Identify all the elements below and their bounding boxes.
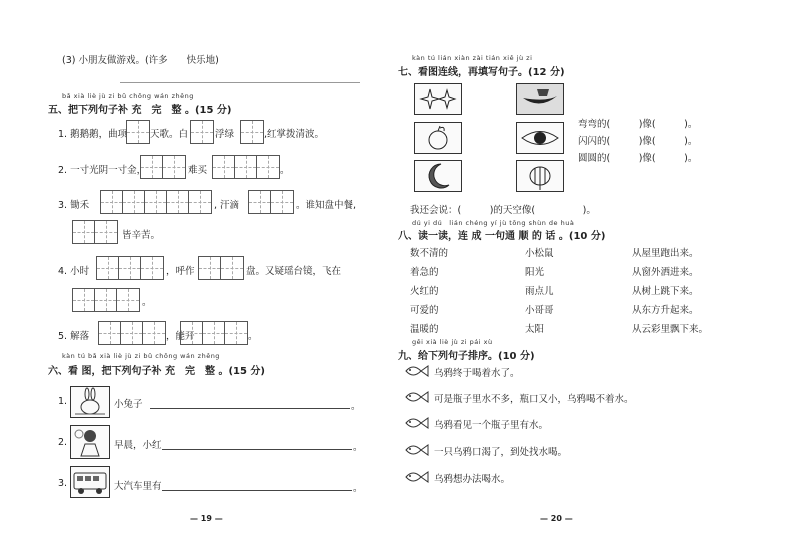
q3-blank-1[interactable] — [100, 190, 212, 214]
q2-part-c: 。 — [280, 165, 290, 176]
fish-answer-box-3[interactable] — [404, 415, 430, 431]
lantern-picture[interactable] — [516, 160, 564, 192]
sec8-col2-5[interactable]: 太阳 — [525, 324, 545, 335]
sec6-item-1-num: 1. — [58, 396, 68, 407]
girl-picture — [70, 425, 110, 459]
q1-part-a: 1. 鹅鹅鹅，曲项 — [58, 129, 128, 140]
sec8-pinyin: dú yi dú lián chéng yí jù tōng shùn de huà — [412, 219, 575, 227]
sec8-col2-1[interactable]: 小松鼠 — [525, 248, 554, 259]
apple-icon — [415, 123, 461, 153]
sec6-item-3-text: 大汽车里有 — [114, 481, 162, 492]
q4-blank-2[interactable] — [198, 256, 244, 280]
q5-part-a: 5. 解落 — [58, 331, 90, 342]
sec6-title: 六、看 图，把下列句子补 充 完 整 。(15 分) — [48, 366, 265, 377]
sec9-title: 九、给下列句子排序。(10 分) — [398, 351, 535, 362]
q4-blank-1[interactable] — [96, 256, 164, 280]
sec8-col2-3[interactable]: 雨点儿 — [525, 286, 554, 297]
sec7-also-say: 我还会说：( )的天空像( )。 — [410, 205, 596, 216]
q5-blank-2[interactable] — [180, 321, 248, 345]
q1-blank-3[interactable] — [240, 120, 264, 144]
q3-part-d: 皆辛苦。 — [122, 230, 161, 241]
sec8-col1-5[interactable]: 温暖的 — [410, 324, 439, 335]
q1-part-b: 天歌。白 — [150, 129, 189, 140]
sec7-line-3: 圆圆的( )像( )。 — [578, 153, 698, 164]
q5-part-b: ，能开 — [166, 331, 195, 342]
q4-part-c: 盘。又疑瑶台镜，飞在 — [246, 266, 342, 277]
sec9-item-5: 乌鸦想办法喝水。 — [434, 474, 511, 485]
sec6-item-1-text: 小兔子 — [114, 399, 143, 410]
sec8-col1-3[interactable]: 火红的 — [410, 286, 439, 297]
sec5-title: 五、把下列句子补 充 完 整 。(15 分) — [48, 105, 232, 116]
sec6-item-2-end: 。 — [353, 442, 363, 453]
sec8-col1-1[interactable]: 数不清的 — [410, 248, 449, 259]
sec6-item-2-num: 2. — [58, 437, 68, 448]
q1-blank-2[interactable] — [190, 120, 214, 144]
divider — [120, 82, 360, 83]
sec8-col2-2[interactable]: 阳光 — [525, 267, 545, 278]
page-number-right: — 20 — — [540, 514, 573, 523]
sec8-col3-3[interactable]: 从树上跳下来。 — [632, 286, 699, 297]
q4-part-d: 。 — [142, 297, 152, 308]
sec8-col3-1[interactable]: 从屋里跑出来。 — [632, 248, 699, 259]
sec9-pinyin: gěi xià liè jù zi pái xù — [412, 338, 493, 346]
sec9-item-3: 乌鸦看见一个瓶子里有水。 — [434, 420, 549, 431]
q5-part-c: 。 — [248, 331, 258, 342]
fish-answer-box-4[interactable] — [404, 442, 430, 458]
fish-answer-box-5[interactable] — [404, 469, 430, 485]
sec7-line-1: 弯弯的( )像( )。 — [578, 119, 698, 130]
sec7-title: 七、看图连线，再填写句子。(12 分) — [398, 67, 565, 78]
sec8-title: 八、读一读，连 成 一句通 顺 的 话 。(10 分) — [398, 231, 606, 242]
q4-part-b: ，呼作 — [166, 266, 195, 277]
boat-picture[interactable] — [516, 83, 564, 115]
q3-blank-2[interactable] — [248, 190, 294, 214]
sec8-col2-4[interactable]: 小哥哥 — [525, 305, 554, 316]
eye-picture[interactable] — [516, 122, 564, 154]
boat-icon — [517, 84, 563, 114]
q2-part-b: 难买 — [188, 165, 208, 176]
sec9-item-1: 乌鸦终于喝着水了。 — [434, 368, 520, 379]
sec9-item-2: 可是瓶子里水不多，瓶口又小，乌鸦喝不着水。 — [434, 394, 634, 405]
sec8-col3-2[interactable]: 从窗外洒进来。 — [632, 267, 699, 278]
sec8-col1-4[interactable]: 可爱的 — [410, 305, 439, 316]
moon-picture[interactable] — [414, 160, 462, 192]
apple-picture[interactable] — [414, 122, 462, 154]
lantern-icon — [517, 161, 563, 191]
eye-icon — [517, 123, 563, 153]
q2-blank-2[interactable] — [212, 155, 280, 179]
fish-answer-box-1[interactable] — [404, 363, 430, 379]
sec8-col3-4[interactable]: 从东方升起来。 — [632, 305, 699, 316]
sec6-item-1-end: 。 — [351, 401, 361, 412]
rabbit-icon — [71, 387, 109, 417]
sec6-item-2-text: 早晨，小红 — [114, 440, 162, 451]
sec8-col3-5[interactable]: 从云彩里飘下来。 — [632, 324, 709, 335]
item-3-text: (3) 小朋友做游戏。(许多 快乐地) — [62, 55, 219, 66]
q3-part-c: 。谁知盘中餐, — [296, 200, 357, 211]
page-number-left: — 19 — — [190, 514, 223, 523]
q3-blank-3[interactable] — [72, 220, 118, 244]
q2-blank-1[interactable] — [140, 155, 186, 179]
stars-picture[interactable] — [414, 83, 462, 115]
sec7-line-2: 闪闪的( )像( )。 — [578, 136, 698, 147]
q1-blank-1[interactable] — [126, 120, 150, 144]
q1-part-d: ,红掌拨清波。 — [264, 129, 325, 140]
q5-blank-1[interactable] — [98, 321, 166, 345]
q3-part-a: 3. 锄禾 — [58, 200, 90, 211]
sec6-item-1-answer-line[interactable] — [150, 408, 350, 409]
sec8-col1-2[interactable]: 着急的 — [410, 267, 439, 278]
q4-part-a: 4. 小时 — [58, 266, 90, 277]
q3-part-b: , 汗滴 — [214, 200, 240, 211]
q2-part-a: 2. 一寸光阴一寸金， — [58, 165, 147, 176]
sec5-pinyin: bǎ xià liè jù zi bǔ chōng wán zhěng — [62, 92, 194, 100]
sec9-item-4: 一只乌鸦口渴了，到处找水喝。 — [434, 447, 568, 458]
rabbit-picture — [70, 386, 110, 418]
girl-icon — [71, 426, 109, 458]
q4-blank-3[interactable] — [72, 288, 140, 312]
moon-icon — [415, 161, 461, 191]
sec6-item-2-answer-line[interactable] — [162, 449, 352, 450]
sec6-item-3-end: 。 — [353, 483, 363, 494]
star-icon — [415, 84, 461, 114]
sec6-item-3-num: 3. — [58, 478, 68, 489]
bus-icon — [71, 467, 109, 497]
bus-picture — [70, 466, 110, 498]
q1-part-c: 浮绿 — [215, 129, 235, 140]
sec7-pinyin: kàn tú lián xiàn zài tián xiě jù zi — [412, 54, 533, 62]
fish-answer-box-2[interactable] — [404, 389, 430, 405]
sec6-item-3-answer-line[interactable] — [162, 490, 352, 491]
sec6-pinyin: kàn tú bǎ xià liè jù zi bǔ chōng wán zhěng — [62, 352, 220, 360]
